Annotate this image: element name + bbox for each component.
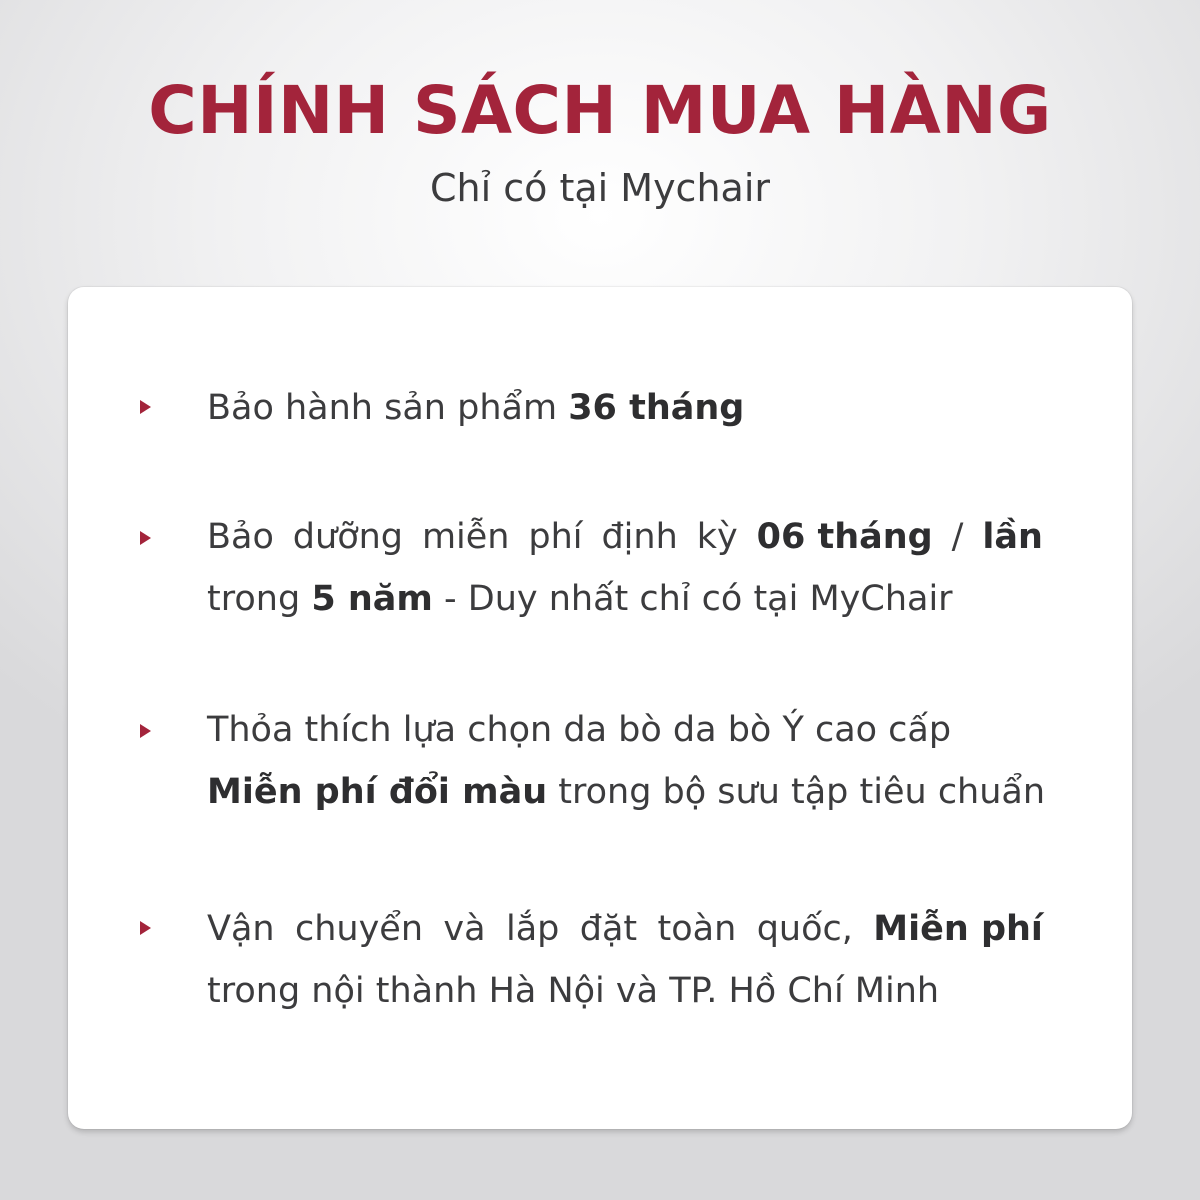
policy-word: Bảo xyxy=(207,517,274,557)
policy-word: toàn xyxy=(657,909,737,949)
page-title: CHÍNH SÁCH MUA HÀNG xyxy=(148,72,1052,149)
policy-separator: / xyxy=(951,517,964,557)
policy-card xyxy=(68,287,1132,1129)
policy-text xyxy=(207,506,1067,630)
policy-text-normal: - Duy nhất chỉ có tại MyChair xyxy=(444,579,953,619)
policy-text-bold: 36 tháng xyxy=(568,388,745,428)
policy-word: miễn xyxy=(421,517,510,557)
policy-text-bold: 06 tháng xyxy=(756,517,933,557)
triangle-bullet-icon xyxy=(140,400,151,414)
policy-text-bold: 5 năm xyxy=(311,579,433,619)
policy-word: quốc, xyxy=(756,909,853,949)
policy-word: kỳ xyxy=(696,517,738,557)
page-subtitle: Chỉ có tại Mychair xyxy=(429,166,770,210)
policy-word: lắp xyxy=(505,909,560,949)
policy-text-normal: trong nội thành Hà Nội và TP. Hồ Chí Minh xyxy=(207,971,940,1011)
policy-text-normal: Thỏa thích lựa chọn da bò da bò Ý cao cấp xyxy=(207,710,952,750)
policy-text-normal: Bảo hành sản phẩm xyxy=(207,388,558,428)
policy-text-normal: trong xyxy=(207,579,301,619)
policy-text-bold: Miễn phí đổi màu xyxy=(207,772,548,812)
policy-text xyxy=(207,898,1067,1022)
policy-word: dưỡng xyxy=(292,517,404,557)
triangle-bullet-icon xyxy=(140,724,151,738)
triangle-bullet-icon xyxy=(140,921,151,935)
policy-text-bold: Miễn phí xyxy=(873,909,1043,949)
policy-text xyxy=(207,699,1067,823)
policy-word: và xyxy=(443,909,486,949)
policy-word: chuyển xyxy=(294,909,424,949)
policy-word: Vận xyxy=(207,909,275,949)
policy-text-bold: lần xyxy=(982,517,1043,557)
policy-text-normal: trong bộ sưu tập tiêu chuẩn xyxy=(558,772,1046,812)
policy-word: phí xyxy=(528,517,583,557)
triangle-bullet-icon xyxy=(140,531,151,545)
policy-word: định xyxy=(601,517,678,557)
policy-text xyxy=(207,377,1067,439)
policy-word: đặt xyxy=(579,909,638,949)
